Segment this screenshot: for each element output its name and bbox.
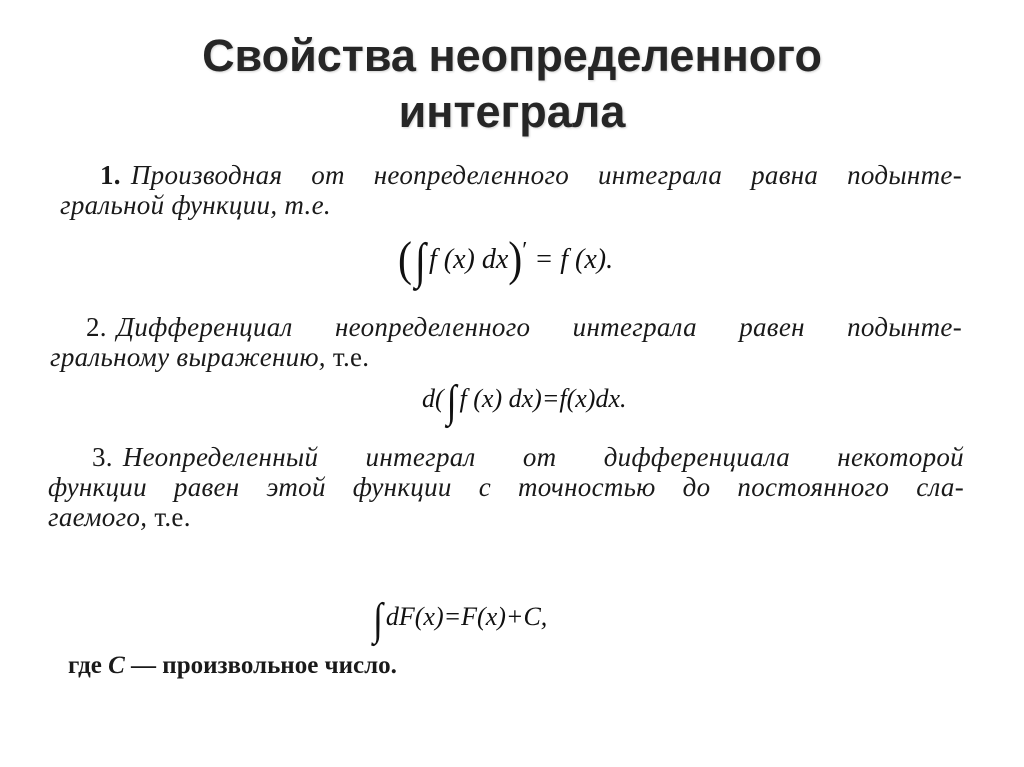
property-2-text-2-tail: т.е.	[325, 342, 370, 372]
property-2	[50, 312, 962, 372]
formula-2-body: f (x) dx)=f(x)dx.	[459, 384, 627, 413]
property-3-line-1	[92, 442, 964, 472]
property-3-text-1: Неопределенный интеграл от дифференциала некоторой	[122, 442, 964, 472]
property-2-text-1: Дифференциал неопределенного интеграла равен подынте-	[116, 312, 962, 342]
slide-title-line-1: Свойства неопределенного	[202, 30, 822, 81]
footnote-prefix: где	[68, 652, 109, 679]
property-1-text-1: Производная от неопределенного интеграла равна подынте-	[130, 160, 962, 190]
property-2-line-2	[50, 342, 962, 372]
property-2-text-2: гральному выражению,	[50, 342, 326, 372]
property-1-formula	[398, 232, 614, 289]
property-2-formula	[422, 376, 627, 426]
footnote-symbol: C	[108, 652, 125, 679]
formula-1-rhs: = f (x).	[534, 244, 614, 275]
integral-sign-icon: ∫	[446, 376, 457, 426]
formula-1-integrand: f (x) dx	[428, 244, 509, 275]
property-3	[48, 442, 964, 532]
property-1-line-2	[60, 190, 962, 220]
formula-1-prime: ′	[522, 237, 528, 264]
integral-sign-icon: ∫	[415, 232, 426, 289]
formula-3-body: dF(x)=F(x)+C,	[385, 602, 548, 631]
property-3-text-3: гаемого,	[48, 502, 148, 532]
property-3-text-2: функции равен этой функции с точностью до постоянного сла-	[48, 472, 964, 502]
footnote	[68, 652, 397, 680]
property-1-number: 1.	[100, 160, 121, 190]
property-2-line-1	[86, 312, 962, 342]
property-3-line-2	[48, 472, 964, 502]
formula-1-open-paren: (	[398, 233, 412, 287]
property-3-text-3-tail: т.е.	[147, 502, 191, 532]
formula-1-close-paren: )	[508, 233, 523, 287]
property-3-line-3	[48, 502, 964, 532]
footnote-text: — произвольное число.	[124, 652, 397, 679]
property-1-text-2: гральной функции, т.е.	[60, 190, 331, 220]
slide-title-line-2: интеграла	[398, 86, 626, 137]
slide-title	[0, 28, 1024, 140]
formula-2-d: d(	[422, 384, 444, 413]
property-1-line-1	[100, 160, 962, 190]
property-2-number: 2.	[86, 312, 107, 342]
property-1	[60, 160, 962, 220]
property-3-formula	[370, 594, 548, 644]
property-3-number: 3.	[92, 442, 113, 472]
integral-sign-icon: ∫	[373, 594, 383, 644]
